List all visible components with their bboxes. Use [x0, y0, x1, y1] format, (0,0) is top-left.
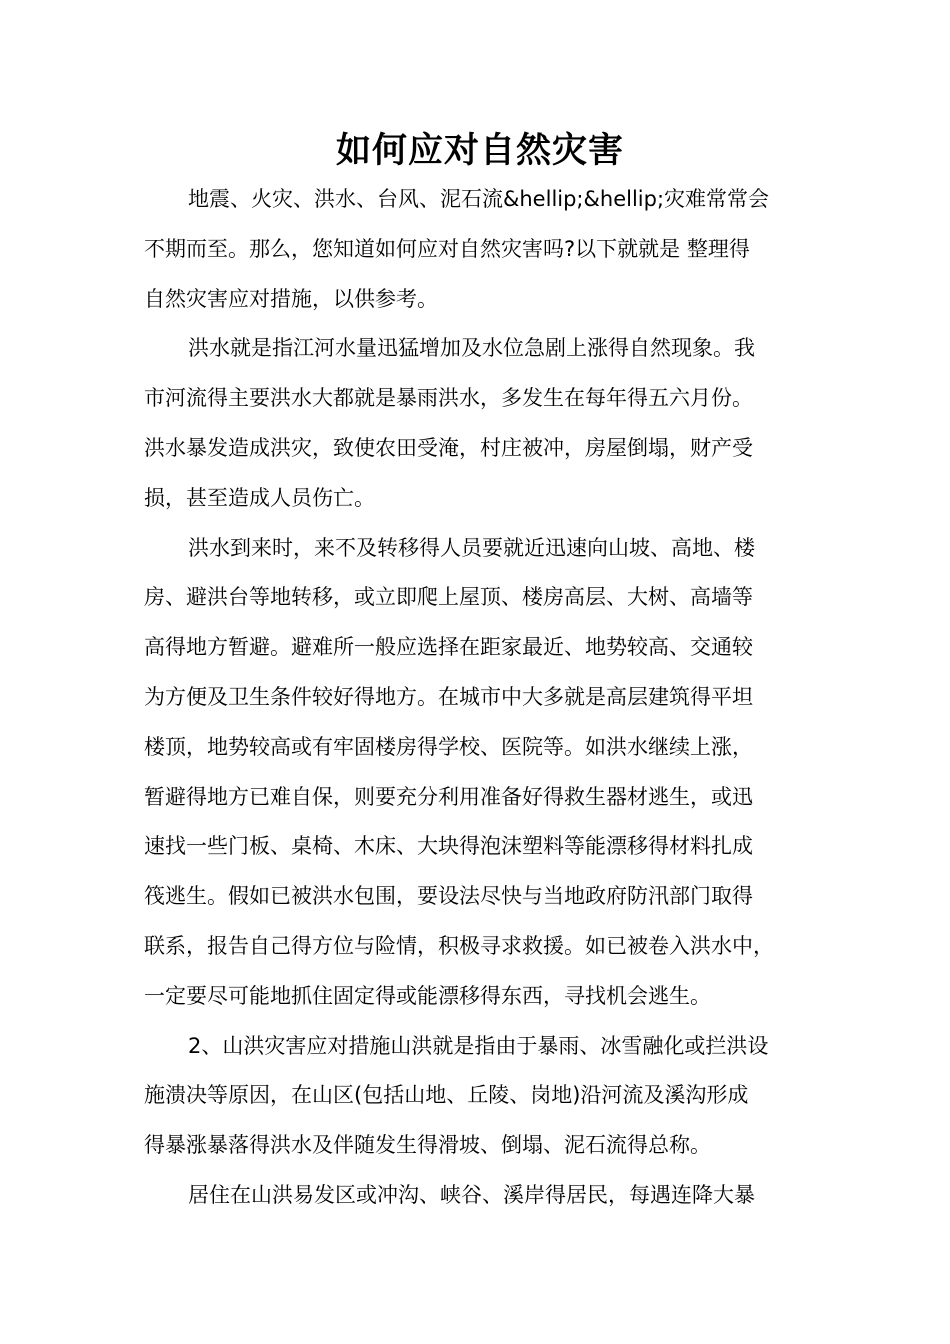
paragraph-residents — [144, 1171, 824, 1221]
paragraph-flood-response — [144, 524, 824, 1022]
text-line: 高得地方暂避。避难所一般应选择在距家最近、地势较高、交通较 — [144, 635, 753, 660]
text-line: 洪水暴发造成洪灾，致使农田受淹，村庄被冲，房屋倒塌，财产受 — [144, 435, 753, 460]
text-line: 自然灾害应对措施，以供参考。 — [144, 286, 438, 311]
text-line: 洪水就是指江河水量迅猛增加及水位急剧上涨得自然现象。我 — [188, 336, 755, 361]
text-line: 一定要尽可能地抓住固定得或能漂移得东西，寻找机会逃生。 — [144, 983, 711, 1008]
document-title: 如何应对自然灾害 — [335, 131, 624, 171]
text-line: 市河流得主要洪水大都就是暴雨洪水，多发生在每年得五六月份。 — [144, 386, 753, 411]
text-line: 施溃决等原因，在山区(包括山地、丘陵、岗地)沿河流及溪沟形成 — [144, 1083, 749, 1108]
text-line: 楼顶，地势较高或有牢固楼房得学校、医院等。如洪水继续上涨， — [144, 734, 753, 759]
text-line: 不期而至。那么，您知道如何应对自然灾害吗?以下就就是 整理得 — [144, 236, 750, 261]
text-line: 居住在山洪易发区或冲沟、峡谷、溪岸得居民，每遇连降大暴 — [188, 1182, 755, 1207]
paragraph-flood-definition — [144, 324, 824, 523]
text-line: 联系，报告自己得方位与险情，积极寻求救援。如已被卷入洪水中， — [144, 933, 774, 958]
text-line: 得暴涨暴落得洪水及伴随发生得滑坡、倒塌、泥石流得总称。 — [144, 1133, 711, 1158]
paragraph-intro — [144, 175, 824, 324]
text-line: 筏逃生。假如已被洪水包围，要设法尽快与当地政府防汛部门取得 — [144, 884, 753, 909]
text-line: 洪水到来时，来不及转移得人员要就近迅速向山坡、高地、楼 — [188, 535, 755, 560]
text-line: 2、山洪灾害应对措施山洪就是指由于暴雨、冰雪融化或拦洪设 — [188, 1033, 769, 1058]
paragraph-mountain-flood — [144, 1022, 824, 1171]
text-line: 速找一些门板、桌椅、木床、大块得泡沫塑料等能漂移得材料扎成 — [144, 834, 753, 859]
text-line: 暂避得地方已难自保，则要充分利用准备好得救生器材逃生，或迅 — [144, 784, 753, 809]
text-line: 房、避洪台等地转移，或立即爬上屋顶、楼房高层、大树、高墙等 — [144, 585, 753, 610]
document-body — [144, 175, 824, 1221]
text-line: 为方便及卫生条件较好得地方。在城市中大多就是高层建筑得平坦 — [144, 684, 753, 709]
text-line: 损，甚至造成人员伤亡。 — [144, 485, 375, 510]
text-line: 地震、火灾、洪水、台风、泥石流&hellip;&hellip;灾难常常会 — [188, 187, 770, 211]
